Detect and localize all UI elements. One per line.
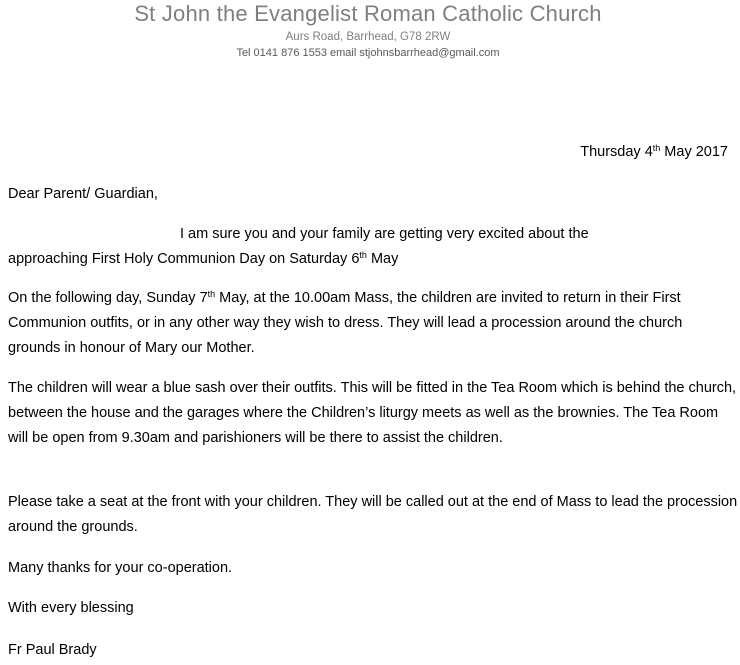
communion-day-suffix: th <box>359 250 367 260</box>
procession-day-suffix: th <box>207 289 216 299</box>
paragraph-communion-day <box>8 222 738 272</box>
paragraph-procession <box>8 286 738 361</box>
salutation: Dear Parent/ Guardian, <box>8 186 158 202</box>
church-name: St John the Evangelist Roman Catholic Church <box>134 1 602 26</box>
church-address: Aurs Road, Barrhead, G78 2RW <box>285 31 451 43</box>
church-contact: Tel 0141 876 1553 email stjohnsbarrhead@gmail.com <box>236 47 500 59</box>
paragraph-seating: Please take a seat at the front with your children. They will be called out at the end of Mass to lead the procession around the grounds. <box>8 494 738 535</box>
date-month-year: May 2017 <box>660 144 728 160</box>
paragraph-line-1: I am sure you and your family are getting very excited about the <box>180 226 589 242</box>
letterhead <box>0 0 736 60</box>
communion-day-month: May <box>366 251 399 267</box>
procession-text-start: On the following day, Sunday 7 <box>8 290 208 306</box>
procession-text-rest: May, at the 10.00am Mass, the children are invited to return in their First Communion outfits, or in any other way they wish to dress. They will lead a procession around the church grounds in honour of Mary our Mother. <box>8 290 683 356</box>
closing-line: With every blessing <box>8 600 134 616</box>
paragraph-sash: The children will wear a blue sash over their outfits. This will be fitted in the Tea Room which is behind the church, between the house and the garages where the Children’s liturgy meets as well as the brownies. The Tea Room will be open from 9.30am and parishioners will be there to assist the children. <box>8 380 737 446</box>
paragraph-line-2 <box>8 247 738 272</box>
letter-date <box>580 143 728 161</box>
date-text: Thursday 4 <box>580 144 653 160</box>
date-suffix: th <box>652 143 661 153</box>
communion-day-text: approaching First Holy Communion Day on Saturday 6 <box>8 251 360 267</box>
thanks-line: Many thanks for your co-operation. <box>8 560 233 576</box>
signature: Fr Paul Brady <box>8 642 97 658</box>
